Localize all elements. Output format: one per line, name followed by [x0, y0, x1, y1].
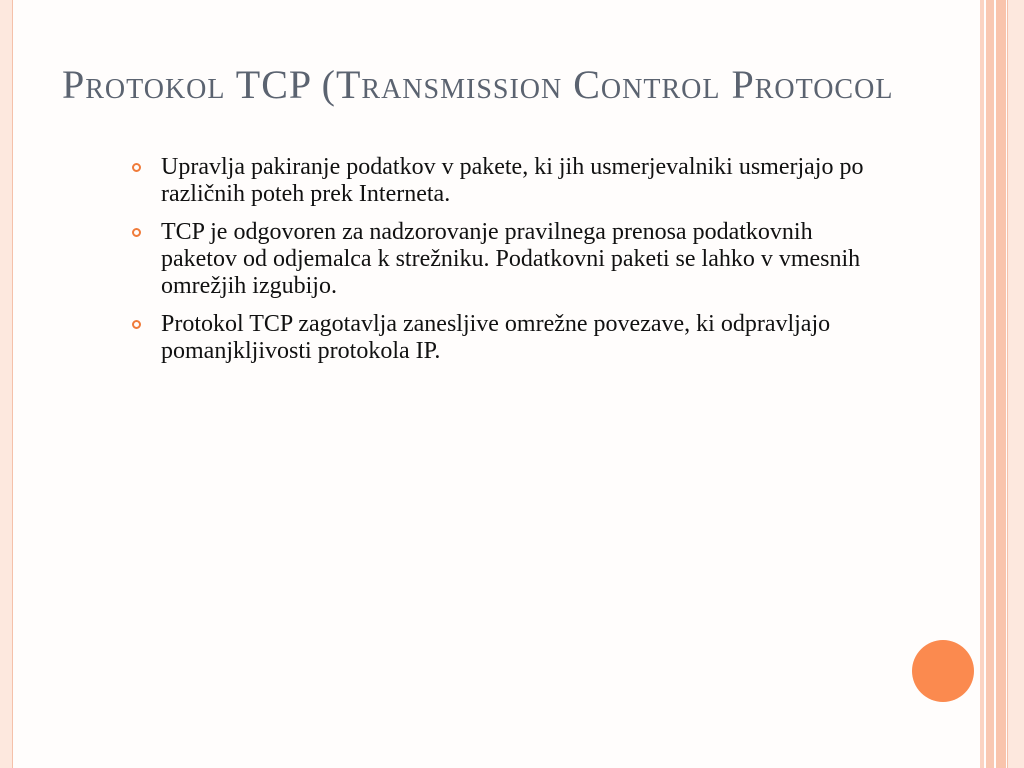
decorative-orange-circle — [912, 640, 974, 702]
bullet-text: Upravlja pakiranje podatkov v pakete, ki jih usmerjevalniki usmerjajo po različnih poteh prek Interneta. — [161, 154, 864, 207]
bullet-text: TCP je odgovoren za nadzorovanje pravilnega prenosa podatkovnih paketov od odjemalca k strežniku. Podatkovni paketi se lahko v vmesnih omrežjih izgubijo. — [161, 219, 861, 299]
bullet-item — [128, 219, 888, 300]
bullet-item — [128, 154, 888, 208]
left-frame-border — [0, 0, 13, 768]
right-frame-stripe — [996, 0, 1006, 768]
bullet-item — [128, 311, 888, 365]
right-frame-stripe — [980, 0, 984, 768]
bullet-ring-icon — [132, 228, 141, 237]
slide-title: Protokol TCP (Transmission Control Protocol — [62, 62, 894, 107]
bullet-ring-icon — [132, 320, 141, 329]
bullet-ring-icon — [132, 163, 141, 172]
right-frame-stripe — [986, 0, 994, 768]
right-frame-border — [1007, 0, 1024, 768]
bullet-list — [128, 154, 888, 376]
bullet-text: Protokol TCP zagotavlja zanesljive omrežne povezave, ki odpravljajo pomanjkljivosti protokola IP. — [161, 311, 831, 364]
